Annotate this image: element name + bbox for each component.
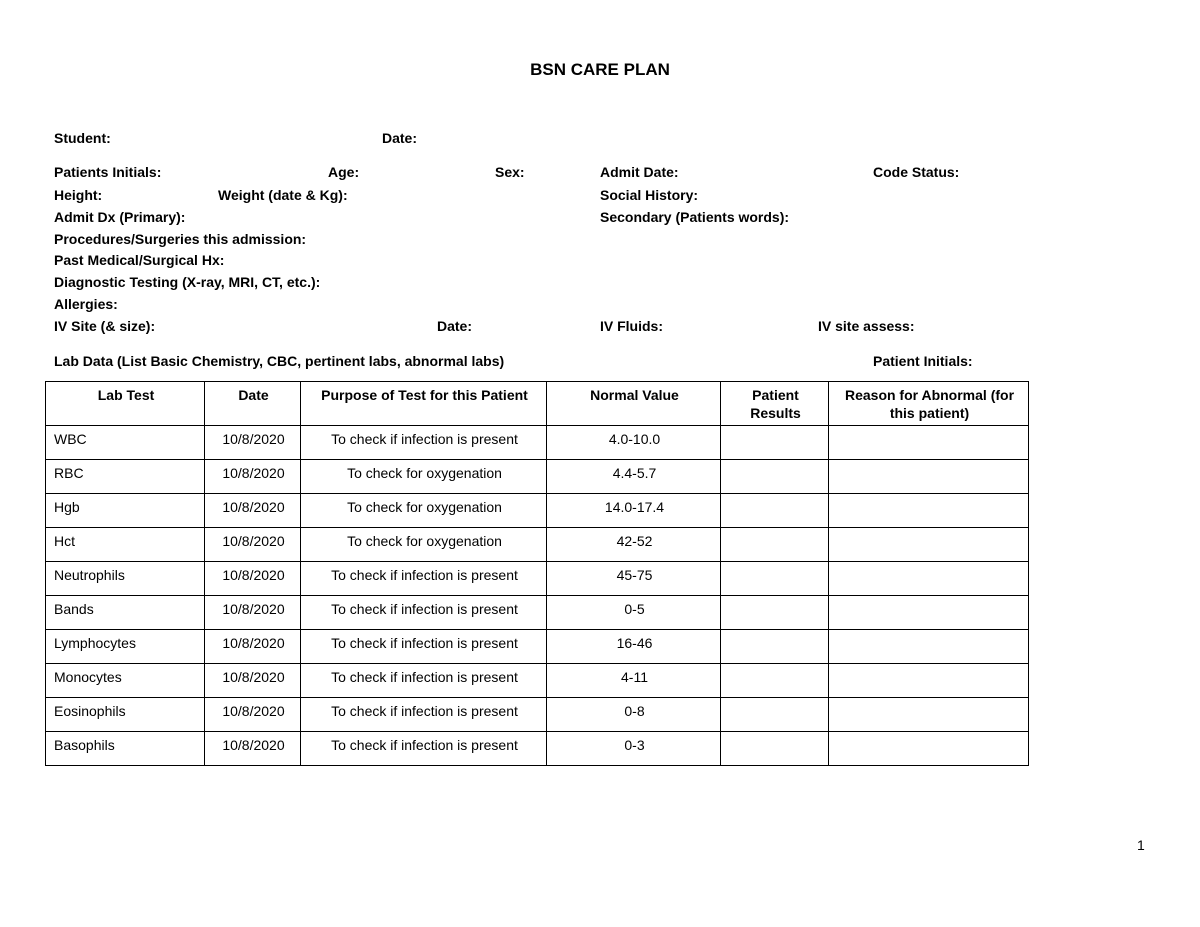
reason-cell <box>829 528 1029 562</box>
normal-value-cell: 0-5 <box>547 596 721 630</box>
column-header: Lab Test <box>46 382 205 426</box>
purpose-cell: To check if infection is present <box>301 698 547 732</box>
date-label: Date: <box>382 130 418 146</box>
lab-test-cell: RBC <box>46 460 205 494</box>
date-cell: 10/8/2020 <box>205 494 301 528</box>
purpose-cell: To check for oxygenation <box>301 528 547 562</box>
reason-cell <box>829 664 1029 698</box>
patient-results-cell <box>721 562 829 596</box>
reason-cell <box>829 732 1029 766</box>
lab-test-cell: Bands <box>46 596 205 630</box>
table-row <box>46 732 1029 766</box>
purpose-cell: To check if infection is present <box>301 630 547 664</box>
lab-test-cell: WBC <box>46 426 205 460</box>
allergies-label: Allergies: <box>54 296 118 312</box>
table-row <box>46 630 1029 664</box>
purpose-cell: To check if infection is present <box>301 426 547 460</box>
social-history-label: Social History: <box>600 187 699 203</box>
column-header: Normal Value <box>547 382 721 426</box>
normal-value-cell: 0-3 <box>547 732 721 766</box>
secondary-dx-label: Secondary (Patients words): <box>600 209 790 225</box>
table-row <box>46 528 1029 562</box>
date-cell: 10/8/2020 <box>205 630 301 664</box>
patient-results-cell <box>721 460 829 494</box>
height-label: Height: <box>54 187 103 203</box>
normal-value-cell: 4.0-10.0 <box>547 426 721 460</box>
page-title: BSN CARE PLAN <box>530 60 670 79</box>
patient-results-cell <box>721 698 829 732</box>
iv-site-label: IV Site (& size): <box>54 318 156 334</box>
date-cell: 10/8/2020 <box>205 426 301 460</box>
lab-test-cell: Hct <box>46 528 205 562</box>
table-row <box>46 494 1029 528</box>
lab-test-cell: Basophils <box>46 732 205 766</box>
weight-label: Weight (date & Kg): <box>218 187 348 203</box>
lab-patient-initials-label: Patient Initials: <box>873 353 973 369</box>
table-row <box>46 460 1029 494</box>
patient-results-cell <box>721 596 829 630</box>
table-row <box>46 664 1029 698</box>
purpose-cell: To check if infection is present <box>301 596 547 630</box>
date-cell: 10/8/2020 <box>205 562 301 596</box>
reason-cell <box>829 426 1029 460</box>
purpose-cell: To check for oxygenation <box>301 494 547 528</box>
table-row <box>46 698 1029 732</box>
normal-value-cell: 16-46 <box>547 630 721 664</box>
lab-test-cell: Lymphocytes <box>46 630 205 664</box>
sex-label: Sex: <box>495 164 525 180</box>
lab-data-table <box>45 381 1029 766</box>
patient-results-cell <box>721 732 829 766</box>
date-cell: 10/8/2020 <box>205 664 301 698</box>
column-header: Date <box>205 382 301 426</box>
purpose-cell: To check for oxygenation <box>301 460 547 494</box>
table-header-row <box>46 382 1029 426</box>
age-label: Age: <box>328 164 360 180</box>
iv-fluids-label: IV Fluids: <box>600 318 663 334</box>
table-row <box>46 596 1029 630</box>
date-cell: 10/8/2020 <box>205 460 301 494</box>
purpose-cell: To check if infection is present <box>301 664 547 698</box>
reason-cell <box>829 460 1029 494</box>
normal-value-cell: 42-52 <box>547 528 721 562</box>
admit-date-label: Admit Date: <box>600 164 679 180</box>
patient-results-cell <box>721 494 829 528</box>
lab-test-cell: Hgb <box>46 494 205 528</box>
procedures-label: Procedures/Surgeries this admission: <box>54 231 307 247</box>
normal-value-cell: 45-75 <box>547 562 721 596</box>
reason-cell <box>829 630 1029 664</box>
column-header: Purpose of Test for this Patient <box>301 382 547 426</box>
lab-test-cell: Neutrophils <box>46 562 205 596</box>
normal-value-cell: 4.4-5.7 <box>547 460 721 494</box>
past-hx-label: Past Medical/Surgical Hx: <box>54 252 225 268</box>
patient-results-cell <box>721 528 829 562</box>
code-status-label: Code Status: <box>873 164 960 180</box>
iv-date-label: Date: <box>437 318 473 334</box>
normal-value-cell: 4-11 <box>547 664 721 698</box>
reason-cell <box>829 494 1029 528</box>
admit-dx-label: Admit Dx (Primary): <box>54 209 186 225</box>
table-row <box>46 426 1029 460</box>
table-row <box>46 562 1029 596</box>
patients-initials-label: Patients Initials: <box>54 164 162 180</box>
date-cell: 10/8/2020 <box>205 732 301 766</box>
lab-test-cell: Monocytes <box>46 664 205 698</box>
patient-results-cell <box>721 426 829 460</box>
reason-cell <box>829 596 1029 630</box>
purpose-cell: To check if infection is present <box>301 562 547 596</box>
date-cell: 10/8/2020 <box>205 698 301 732</box>
column-header: Reason for Abnormal (for this patient) <box>829 382 1029 426</box>
column-header: Patient Results <box>721 382 829 426</box>
student-label: Student: <box>54 130 111 146</box>
lab-data-heading: Lab Data (List Basic Chemistry, CBC, pertinent labs, abnormal labs) <box>54 353 505 369</box>
iv-site-assess-label: IV site assess: <box>818 318 915 334</box>
patient-results-cell <box>721 664 829 698</box>
normal-value-cell: 14.0-17.4 <box>547 494 721 528</box>
diagnostic-testing-label: Diagnostic Testing (X-ray, MRI, CT, etc.): <box>54 274 321 290</box>
page-number: 1 <box>1137 837 1145 853</box>
date-cell: 10/8/2020 <box>205 596 301 630</box>
purpose-cell: To check if infection is present <box>301 732 547 766</box>
normal-value-cell: 0-8 <box>547 698 721 732</box>
reason-cell <box>829 562 1029 596</box>
lab-test-cell: Eosinophils <box>46 698 205 732</box>
reason-cell <box>829 698 1029 732</box>
date-cell: 10/8/2020 <box>205 528 301 562</box>
patient-results-cell <box>721 630 829 664</box>
